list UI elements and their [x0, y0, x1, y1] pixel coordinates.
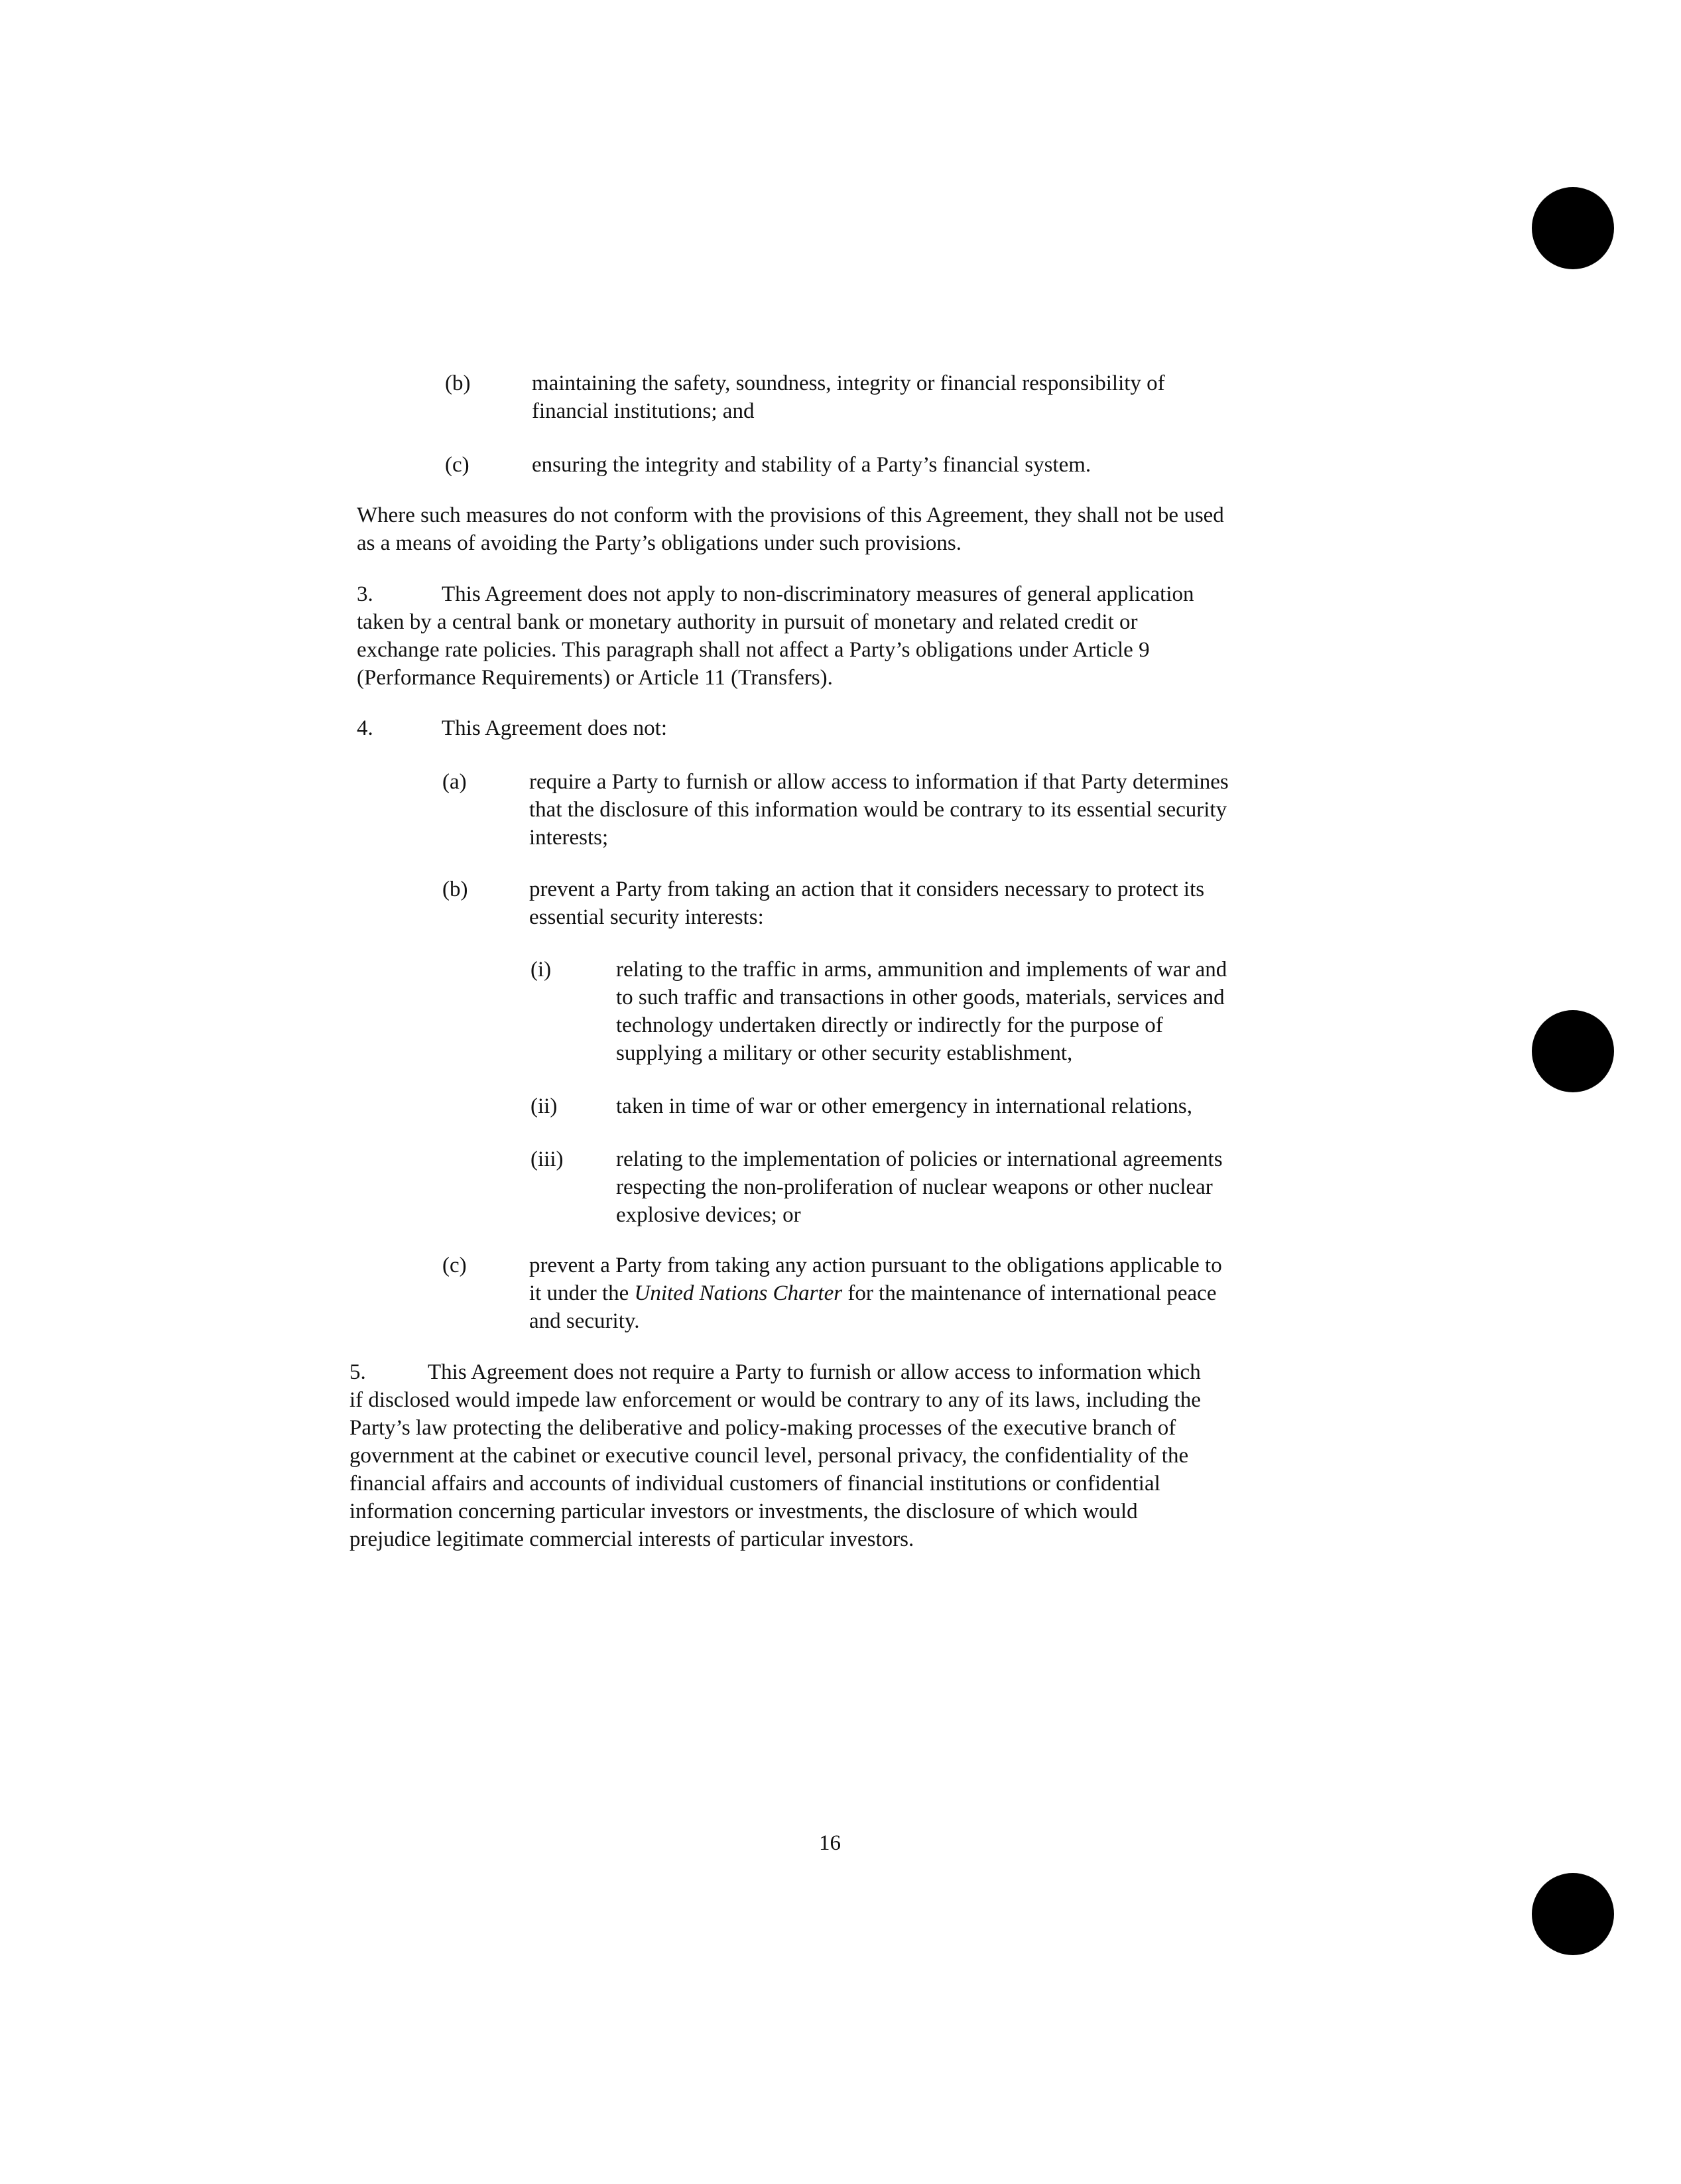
text-line: government at the cabinet or executive council level, personal privacy, the confidentiality of the — [349, 1444, 1189, 1468]
text-line: prevent a Party from taking any action pursuant to the obligations applicable to — [529, 1253, 1222, 1277]
text-line: require a Party to furnish or allow access to information if that Party determines — [529, 770, 1229, 794]
charter-title: United Nations Charter — [634, 1281, 843, 1305]
paragraph-5 — [349, 1358, 1201, 1553]
text-line: (Performance Requirements) or Article 11 (Transfers). — [357, 666, 833, 690]
text-line: explosive devices; or — [616, 1203, 801, 1227]
paragraph-4 — [357, 714, 667, 742]
text-span: This Agreement does not apply to non-discriminatory measures of general application — [442, 582, 1194, 606]
text-line: that the disclosure of this information would be contrary to its essential security — [529, 798, 1227, 822]
paragraph-number: 3. — [357, 582, 373, 606]
text-line: Where such measures do not conform with the provisions of this Agreement, they shall not be used — [357, 503, 1224, 527]
paragraph-3 — [357, 580, 1194, 692]
subitem-label-ii: (ii) — [530, 1094, 558, 1118]
text-line: respecting the non-proliferation of nuclear weapons or other nuclear — [616, 1175, 1213, 1199]
text-line: information concerning particular investors or investments, the disclosure of which would — [349, 1500, 1138, 1523]
text-line — [357, 580, 1194, 608]
text-line — [349, 1358, 1201, 1386]
item-b-text — [529, 875, 1204, 931]
text-line: ensuring the integrity and stability of a Party’s financial system. — [532, 453, 1091, 477]
text-span: This Agreement does not require a Party to furnish or allow access to information which — [428, 1360, 1201, 1384]
text-line: financial institutions; and — [532, 399, 755, 423]
text-line: technology undertaken directly or indirectly for the purpose of — [616, 1013, 1163, 1037]
item-a-text — [529, 768, 1229, 852]
item-label-b: (b) — [445, 371, 471, 395]
text-line: essential security interests: — [529, 905, 764, 929]
text-line: Party’s law protecting the deliberative and policy-making processes of the executive branch of — [349, 1416, 1176, 1440]
text-line: taken by a central bank or monetary authority in pursuit of monetary and related credit or — [357, 610, 1138, 634]
text-line: relating to the implementation of policies or international agreements — [616, 1147, 1223, 1171]
text-line: relating to the traffic in arms, ammunition and implements of war and — [616, 958, 1227, 982]
text-line: prejudice legitimate commercial interests of particular investors. — [349, 1527, 914, 1551]
punch-hole-top — [1532, 187, 1614, 269]
text-line: prevent a Party from taking an action that it considers necessary to protect its — [529, 877, 1205, 901]
where-paragraph — [357, 501, 1224, 557]
item-label-b: (b) — [442, 877, 468, 901]
item-c-text — [529, 1252, 1222, 1335]
subitem-i-text — [616, 956, 1227, 1067]
punch-hole-middle — [1532, 1010, 1614, 1092]
text-span: This Agreement does not: — [442, 716, 668, 740]
text-line: supplying a military or other security establishment, — [616, 1041, 1073, 1065]
subitem-label-i: (i) — [530, 958, 552, 982]
item-label-c: (c) — [445, 453, 469, 477]
item-b-text — [532, 369, 1165, 425]
text-span: it under the — [529, 1281, 635, 1305]
text-line: if disclosed would impede law enforcement or would be contrary to any of its laws, including the — [349, 1388, 1201, 1412]
text-line: maintaining the safety, soundness, integrity or financial responsibility of — [532, 371, 1165, 395]
subitem-ii-text — [616, 1092, 1192, 1120]
text-line: exchange rate policies. This paragraph shall not affect a Party’s obligations under Article 9 — [357, 638, 1150, 662]
text-line: as a means of avoiding the Party’s obligations under such provisions. — [357, 531, 962, 555]
item-label-c: (c) — [442, 1253, 467, 1277]
punch-hole-bottom — [1532, 1873, 1614, 1955]
text-line: financial affairs and accounts of individual customers of financial institutions or confidential — [349, 1472, 1160, 1496]
text-line: taken in time of war or other emergency in international relations, — [616, 1094, 1193, 1118]
item-c-text — [532, 451, 1091, 479]
text-line: and security. — [529, 1309, 640, 1333]
text-span: for the maintenance of international peace — [842, 1281, 1217, 1305]
subitem-iii-text — [616, 1145, 1223, 1229]
text-line: interests; — [529, 826, 609, 850]
item-label-a: (a) — [442, 770, 467, 794]
page-number: 16 — [819, 1831, 841, 1855]
paragraph-number: 4. — [357, 716, 373, 740]
text-line — [529, 1279, 1222, 1307]
paragraph-number: 5. — [349, 1360, 366, 1384]
text-line: to such traffic and transactions in other goods, materials, services and — [616, 986, 1225, 1009]
subitem-label-iii: (iii) — [530, 1147, 564, 1171]
